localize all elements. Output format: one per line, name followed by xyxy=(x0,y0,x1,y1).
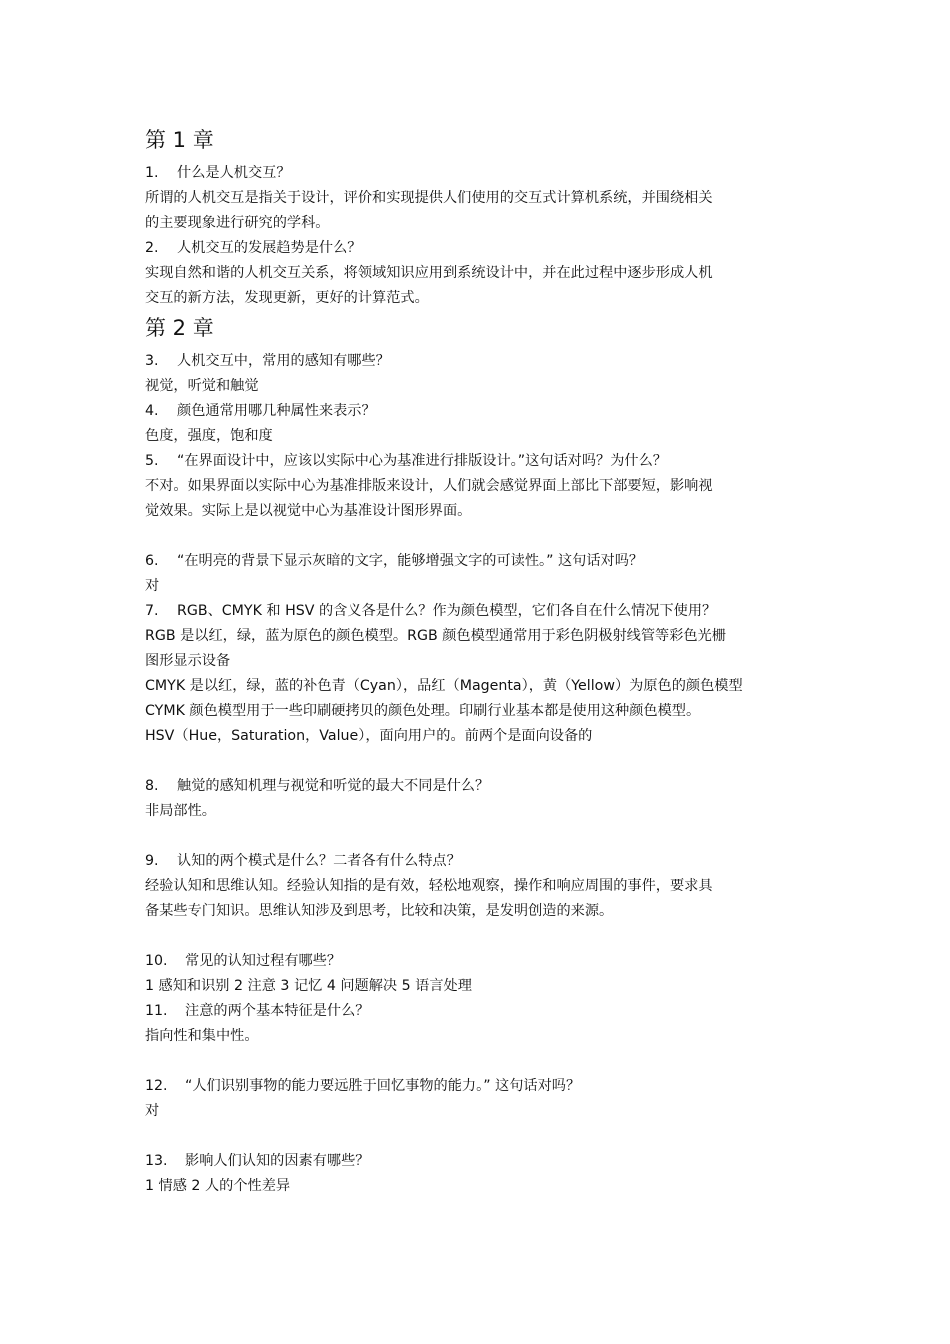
blank-line xyxy=(145,1124,815,1149)
question-text: “人们识别事物的能力要远胜于回忆事物的能力。” 这句话对吗？ xyxy=(185,1078,581,1094)
question-number: 2. xyxy=(145,240,159,256)
question-11 xyxy=(145,999,815,1024)
question-text: 触觉的感知机理与视觉和听觉的最大不同是什么？ xyxy=(177,778,490,794)
question-7 xyxy=(145,599,815,624)
question-12 xyxy=(145,1074,815,1099)
document-page xyxy=(145,124,815,1199)
question-3 xyxy=(145,349,815,374)
answer-1-line-2: 的主要现象进行研究的学科。 xyxy=(145,215,330,231)
blank-line xyxy=(145,824,815,849)
question-9 xyxy=(145,849,815,874)
answer-7-line-3: CMYK 是以红，绿，蓝的补色青（Cyan），品红（Magenta），黄（Yellow）为原色的颜色模型 xyxy=(145,678,743,694)
question-text: 什么是人机交互？ xyxy=(177,165,291,181)
answer-10: 1 感知和识别 2 注意 3 记忆 4 问题解决 5 语言处理 xyxy=(145,978,472,994)
answer-3: 视觉，听觉和触觉 xyxy=(145,378,259,394)
answer-11: 指向性和集中性。 xyxy=(145,1028,259,1044)
question-number: 5. xyxy=(145,453,159,469)
question-number: 1. xyxy=(145,165,159,181)
answer-8: 非局部性。 xyxy=(145,803,216,819)
answer-5-line-2: 觉效果。实际上是以视觉中心为基准设计图形界面。 xyxy=(145,503,472,519)
question-5 xyxy=(145,449,815,474)
blank-line xyxy=(145,1049,815,1074)
question-number: 8. xyxy=(145,778,159,794)
answer-4: 色度，强度，饱和度 xyxy=(145,428,273,444)
question-13 xyxy=(145,1149,815,1174)
answer-2-line-1: 实现自然和谐的人机交互关系，将领域知识应用到系统设计中，并在此过程中逐步形成人机 xyxy=(145,265,713,281)
question-text: 颜色通常用哪几种属性来表示？ xyxy=(177,403,376,419)
blank-line xyxy=(145,924,815,949)
blank-line xyxy=(145,749,815,774)
chapter-1-heading: 第 1 章 xyxy=(145,128,214,152)
answer-2-line-2: 交互的新方法，发现更新，更好的计算范式。 xyxy=(145,290,429,306)
question-10 xyxy=(145,949,815,974)
answer-9-line-1: 经验认知和思维认知。经验认知指的是有效，轻松地观察，操作和响应周围的事件，要求具 xyxy=(145,878,713,894)
question-text: “在界面设计中，应该以实际中心为基准进行排版设计。”这句话对吗？为什么？ xyxy=(177,453,667,469)
question-text: 认知的两个模式是什么？二者各有什么特点？ xyxy=(177,853,461,869)
question-number: 4. xyxy=(145,403,159,419)
question-text: 常见的认知过程有哪些？ xyxy=(185,953,342,969)
question-text: 人机交互的发展趋势是什么？ xyxy=(177,240,362,256)
question-8 xyxy=(145,774,815,799)
answer-5-line-1: 不对。如果界面以实际中心为基准排版来设计，人们就会感觉界面上部比下部要短，影响视 xyxy=(145,478,713,494)
answer-13: 1 情感 2 人的个性差异 xyxy=(145,1178,291,1194)
answer-7-line-2: 图形显示设备 xyxy=(145,653,231,669)
question-text: “在明亮的背景下显示灰暗的文字，能够增强文字的可读性。” 这句话对吗？ xyxy=(177,553,644,569)
question-number: 11. xyxy=(145,1003,168,1019)
question-number: 9. xyxy=(145,853,159,869)
question-number: 13. xyxy=(145,1153,168,1169)
question-number: 6. xyxy=(145,553,159,569)
blank-line xyxy=(145,524,815,549)
question-number: 7. xyxy=(145,603,159,619)
answer-7-line-1: RGB 是以红，绿，蓝为原色的颜色模型。RGB 颜色模型通常用于彩色阴极射线管等彩色光栅 xyxy=(145,628,726,644)
question-4 xyxy=(145,399,815,424)
answer-7-line-4: CYMK 颜色模型用于一些印刷硬拷贝的颜色处理。印刷行业基本都是使用这种颜色模型。 xyxy=(145,703,701,719)
question-number: 3. xyxy=(145,353,159,369)
chapter-2-heading: 第 2 章 xyxy=(145,316,214,340)
question-text: 影响人们认知的因素有哪些？ xyxy=(185,1153,370,1169)
question-number: 10. xyxy=(145,953,168,969)
question-text: 人机交互中，常用的感知有哪些？ xyxy=(177,353,390,369)
answer-7-line-5: HSV（Hue，Saturation，Value），面向用户的。前两个是面向设备的 xyxy=(145,728,593,744)
answer-1-line-1: 所谓的人机交互是指关于设计，评价和实现提供人们使用的交互式计算机系统，并围绕相关 xyxy=(145,190,713,206)
question-text: 注意的两个基本特征是什么？ xyxy=(185,1003,370,1019)
answer-12: 对 xyxy=(145,1103,160,1119)
question-text: RGB、CMYK 和 HSV 的含义各是什么？作为颜色模型，它们各自在什么情况下使用？ xyxy=(177,603,717,619)
answer-6: 对 xyxy=(145,578,160,594)
question-number: 12. xyxy=(145,1078,168,1094)
answer-9-line-2: 备某些专门知识。思维认知涉及到思考，比较和决策，是发明创造的来源。 xyxy=(145,903,614,919)
question-1 xyxy=(145,161,815,186)
question-6 xyxy=(145,549,815,574)
question-2 xyxy=(145,236,815,261)
